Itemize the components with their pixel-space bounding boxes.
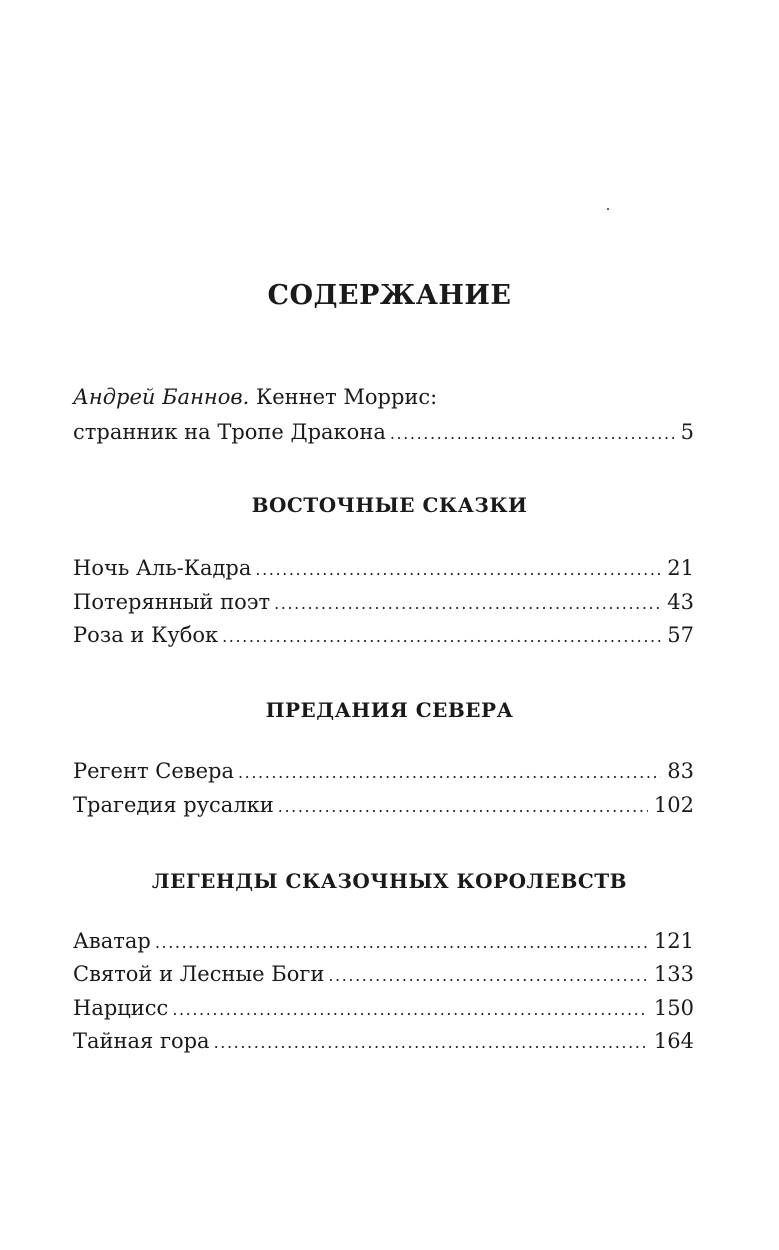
toc-entry[interactable]: [73, 625, 694, 646]
intro-title-part1: Кеннет Моррис:: [255, 385, 438, 409]
dot-leader: [274, 596, 661, 612]
toc-entry[interactable]: [73, 761, 694, 782]
contents-title: СОДЕРЖАНИЕ: [267, 280, 512, 311]
dot-leader: [222, 629, 661, 645]
dot-leader: [238, 765, 661, 781]
entry-title: Ночь Аль-Кадра: [73, 556, 252, 580]
toc-entry[interactable]: [73, 558, 694, 579]
entry-page-number: 5: [680, 420, 694, 444]
intro-author: Андрей Баннов.: [73, 385, 250, 409]
entry-page-number: 21: [667, 556, 694, 580]
dot-leader: [172, 1002, 648, 1018]
dot-leader: [278, 799, 648, 815]
entry-page-number: 133: [653, 962, 694, 986]
entry-title: Регент Севера: [73, 759, 234, 783]
entry-page-number: 164: [653, 1029, 694, 1053]
entry-title: странник на Тропе Дракона: [73, 420, 386, 444]
entry-title: Нарцисс: [73, 996, 169, 1020]
toc-entry[interactable]: [73, 931, 694, 952]
section-heading-northern-legends: ПРЕДАНИЯ СЕВЕРА: [265, 698, 514, 722]
section-heading-fairy-kingdoms: ЛЕГЕНДЫ СКАЗОЧНЫХ КОРОЛЕВСТВ: [151, 869, 628, 893]
intro-entry-line1: [73, 385, 437, 409]
dot-leader: [390, 426, 675, 442]
entry-page-number: 43: [667, 590, 694, 614]
toc-entry[interactable]: [73, 998, 694, 1019]
entry-title: Святой и Лесные Боги: [73, 962, 325, 986]
entry-title: Роза и Кубок: [73, 623, 219, 647]
print-speck: [607, 208, 609, 210]
entry-title: Аватар: [73, 929, 151, 953]
entry-page-number: 102: [653, 793, 694, 817]
entry-title: Тайная гора: [73, 1029, 210, 1053]
section-heading-eastern-tales: ВОСТОЧНЫЕ СКАЗКИ: [251, 493, 528, 517]
dot-leader: [255, 562, 661, 578]
toc-entry[interactable]: [73, 1031, 694, 1052]
toc-entry[interactable]: [73, 964, 694, 985]
toc-entry[interactable]: [73, 592, 694, 613]
toc-entry[interactable]: [73, 795, 694, 816]
entry-page-number: 121: [653, 929, 694, 953]
entry-page-number: 57: [667, 623, 694, 647]
entry-title: Трагедия русалки: [73, 793, 274, 817]
entry-title: Потерянный поэт: [73, 590, 271, 614]
entry-page-number: 150: [653, 996, 694, 1020]
dot-leader: [328, 968, 648, 984]
dot-leader: [214, 1035, 648, 1051]
dot-leader: [155, 935, 648, 951]
intro-entry[interactable]: [73, 422, 694, 443]
entry-page-number: 83: [667, 759, 694, 783]
